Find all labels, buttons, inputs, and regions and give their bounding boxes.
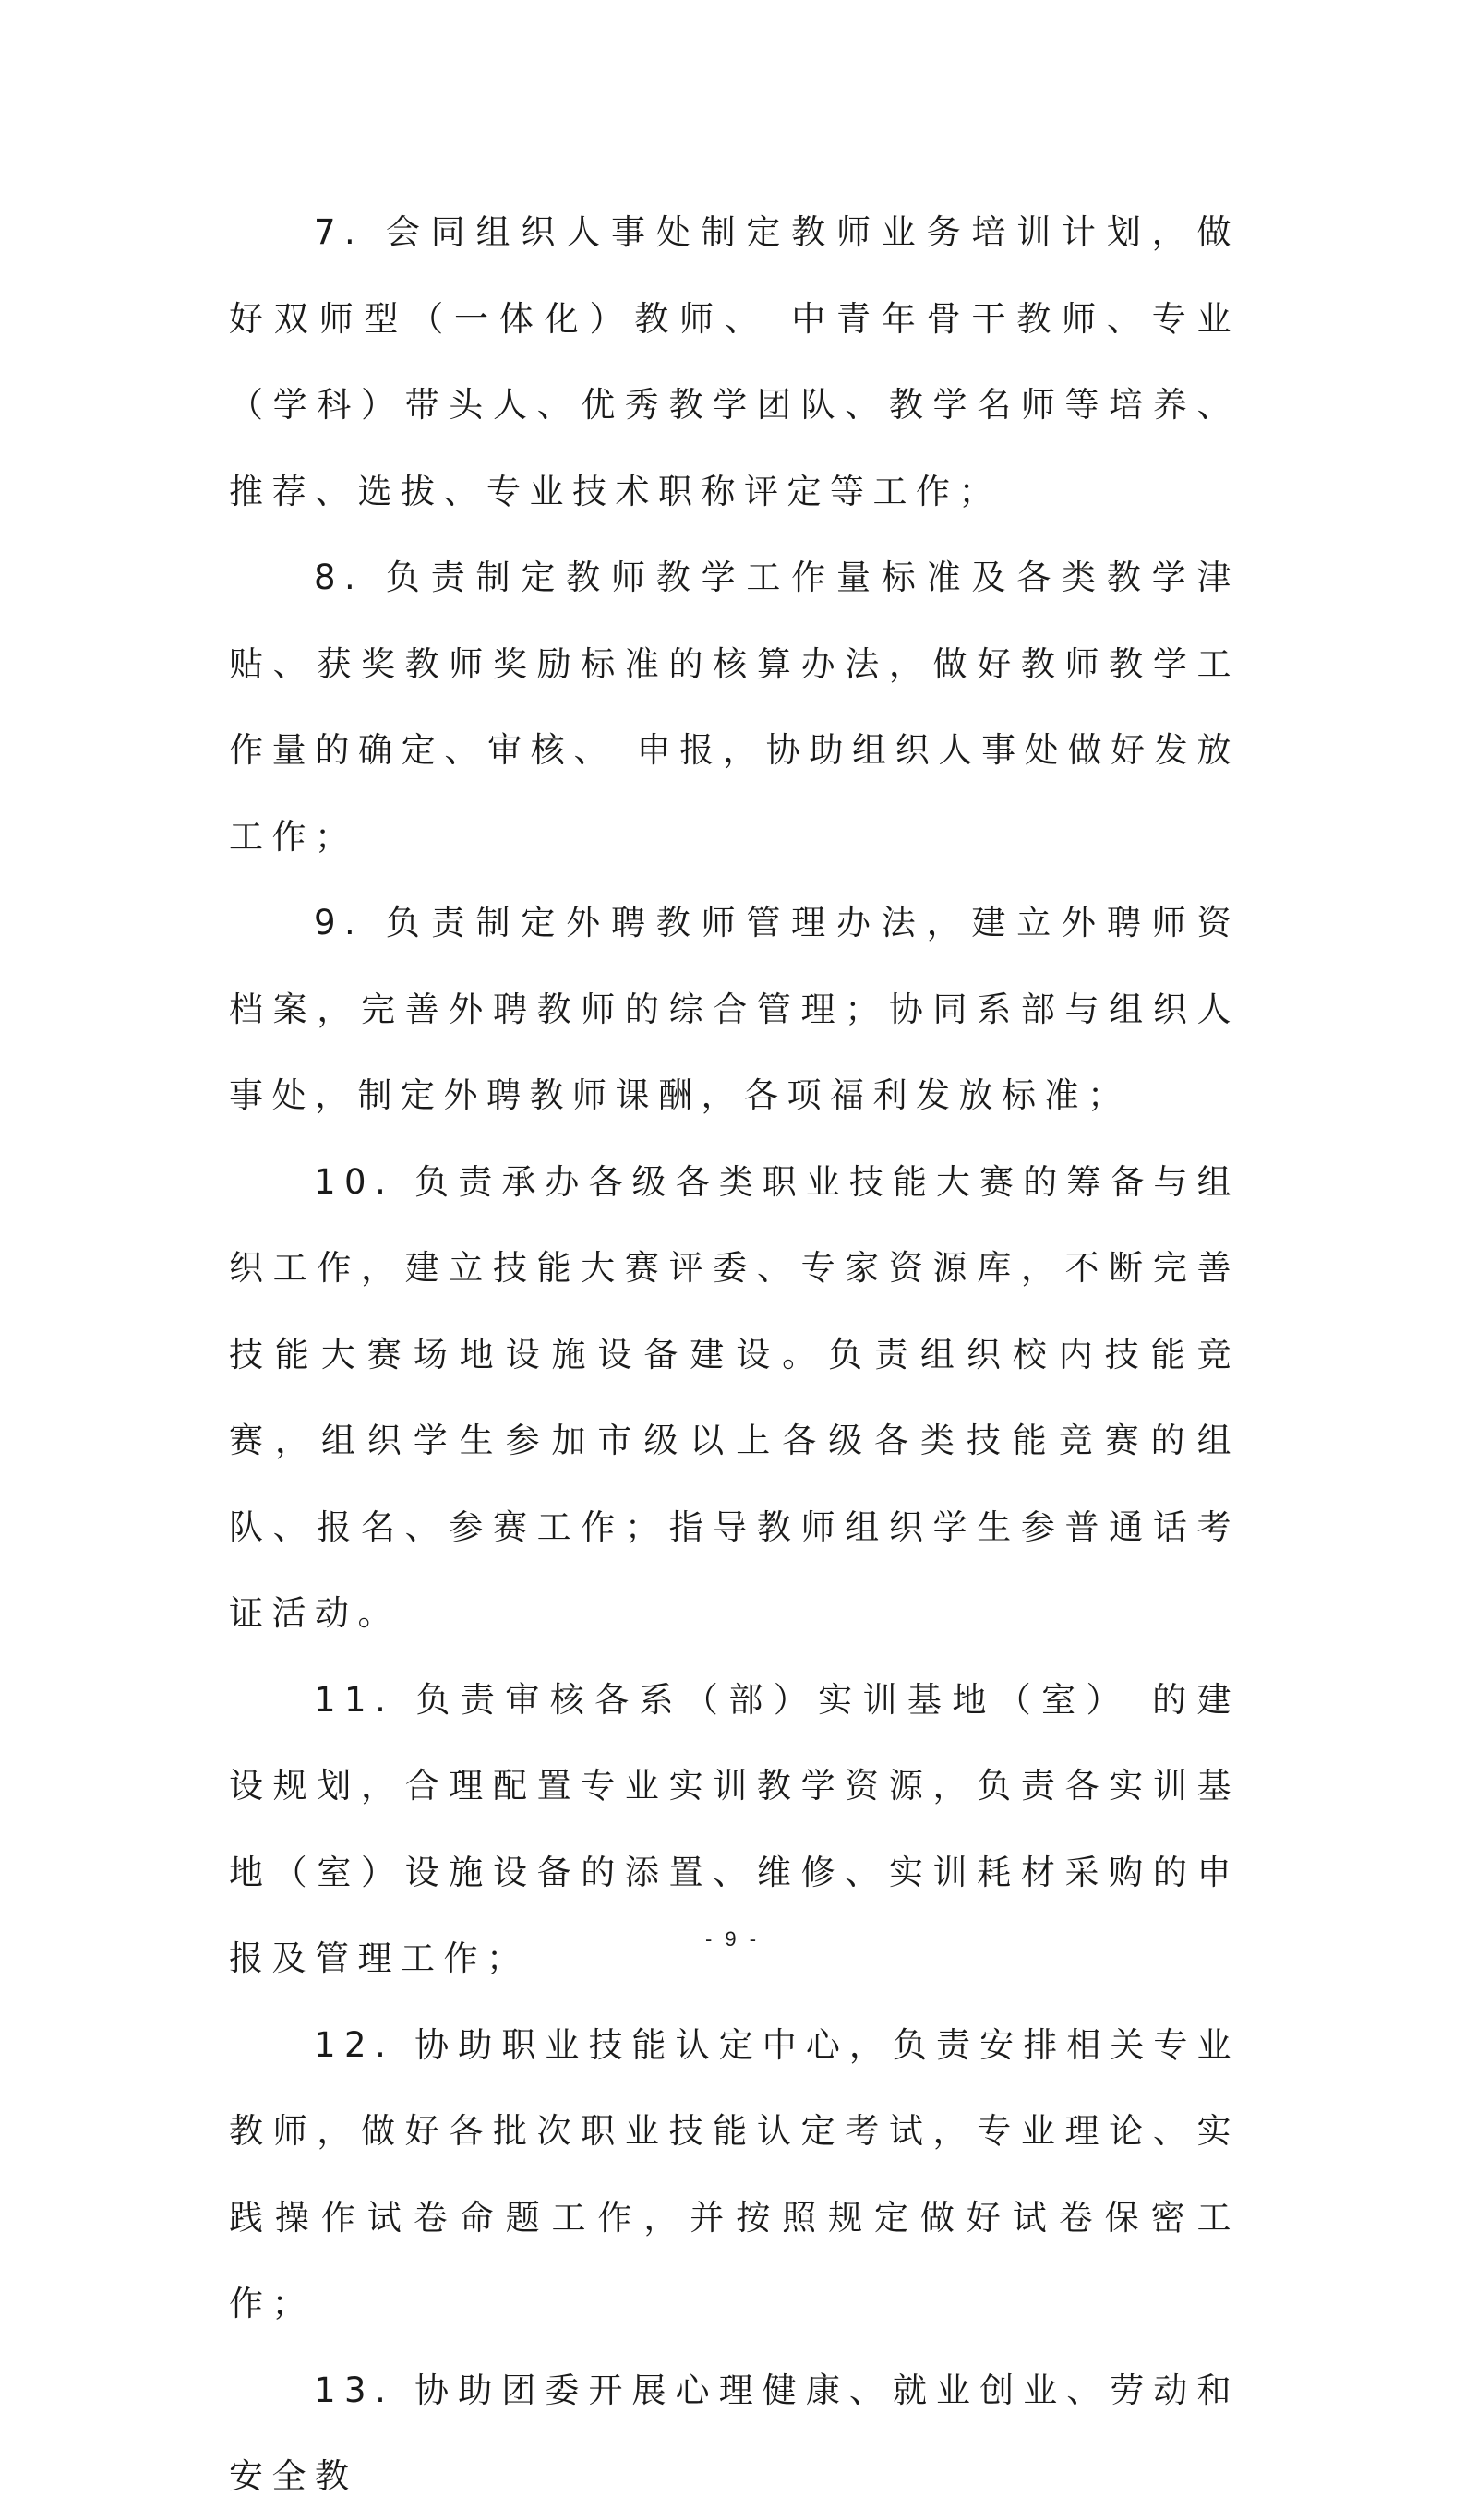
paragraph-item-10: 10. 负责承办各级各类职业技能大赛的筹备与组织工作，建立技能大赛评委、专家资源库，不断完善技能大赛场地设施设备建设。负责组织校内技能竞赛，组织学生参加市级以上各级各类技能竞赛的组队、报名、参赛工作；指导教师组织学生参普通话考证活动。 [229, 1161, 1240, 1633]
page-number: - 9 - [704, 1927, 761, 1950]
document-body [229, 189, 1240, 2520]
paragraph-item-11: 11. 负责审核各系（部）实训基地（室） 的建设规划，合理配置专业实训教学资源，负责各实训基地（室）设施设备的添置、维修、实训耗材采购的申报及管理工作； [229, 1679, 1240, 1978]
paragraph-item-7: 7. 会同组织人事处制定教师业务培训计划，做好双师型（一体化）教师、 中青年骨干教师、专业（学科）带头人、优秀教学团队、教学名师等培养、推荐、选拔、专业技术职称评定等工作； [229, 212, 1240, 511]
paragraph-item-12: 12. 协助职业技能认定中心，负责安排相关专业教师，做好各批次职业技能认定考试，专业理论、实践操作试卷命题工作，并按照规定做好试卷保密工作； [229, 2024, 1240, 2323]
paragraph-item-9: 9. 负责制定外聘教师管理办法，建立外聘师资档案，完善外聘教师的综合管理；协同系部与组织人事处，制定外聘教师课酬，各项福利发放标准； [229, 903, 1240, 1115]
paragraph-item-8: 8. 负责制定教师教学工作量标准及各类教学津贴、获奖教师奖励标准的核算办法，做好教师教学工作量的确定、审核、 申报，协助组织人事处做好发放工作； [229, 558, 1240, 857]
paragraph-item-13: 13. 协助团委开展心理健康、就业创业、劳动和安全教 [229, 2370, 1240, 2496]
